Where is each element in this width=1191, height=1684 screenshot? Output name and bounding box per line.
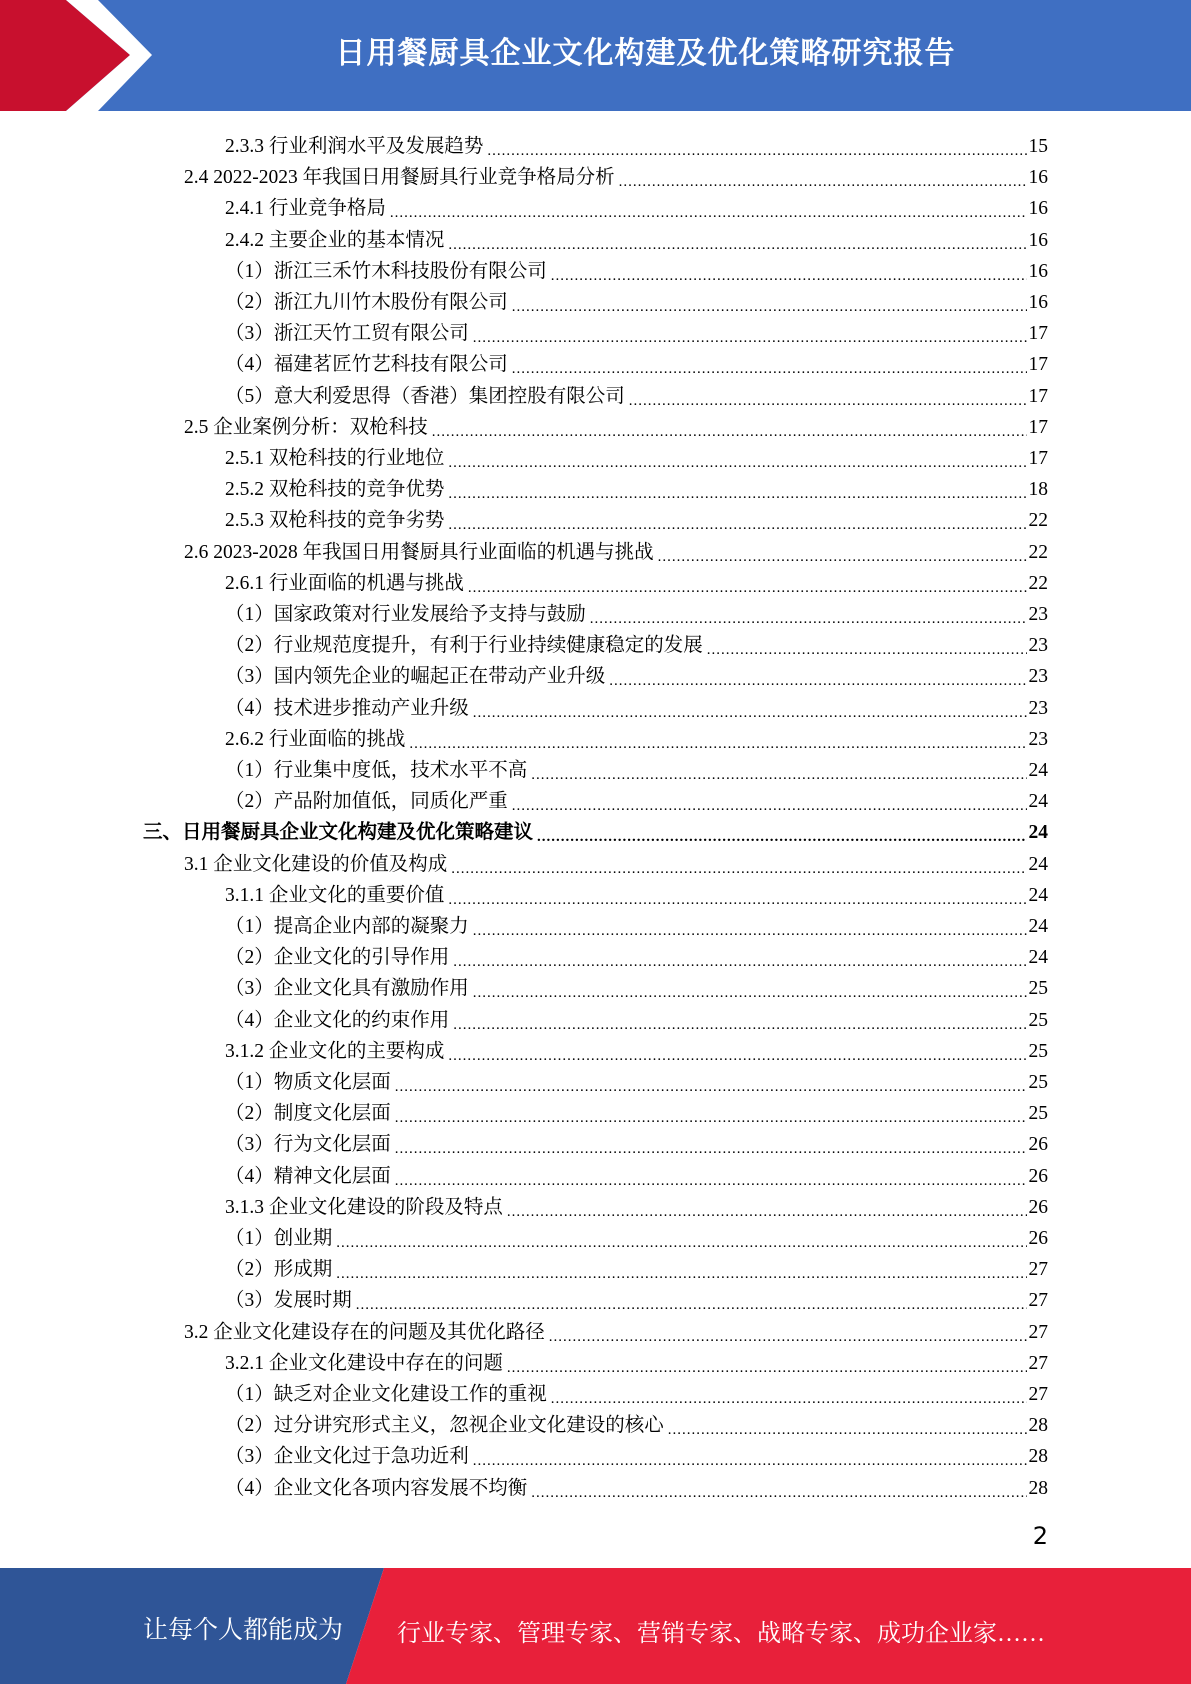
toc-leader-dots [468,575,1027,595]
toc-entry[interactable] [225,751,1048,782]
toc-entry-label: 2.5.1 双枪科技的行业地位 [225,448,445,469]
toc-leader-dots [453,949,1026,969]
toc-entry-page: 28 [1028,1446,1048,1468]
toc-entry-page: 28 [1028,1477,1048,1499]
toc-entry[interactable] [184,533,1048,564]
toc-entry-label: （4）精神文化层面 [225,1165,391,1187]
toc-entry[interactable] [225,127,1048,158]
toc-leader-dots [512,356,1027,376]
toc-entry-page: 23 [1028,635,1048,657]
toc-entry[interactable] [225,439,1048,470]
toc-entry[interactable] [184,408,1048,439]
toc-leader-dots [551,1386,1027,1406]
toc-entry[interactable] [225,1094,1048,1125]
page-number: 2 [1032,1522,1048,1550]
toc-entry[interactable] [184,845,1048,876]
toc-entry-page: 16 [1028,260,1048,282]
toc-entry-page: 25 [1028,978,1048,1000]
toc-leader-dots [629,388,1027,408]
toc-entry-page: 16 [1028,292,1048,313]
toc-entry[interactable] [225,782,1048,813]
toc-entry-page: 23 [1028,728,1048,750]
toc-entry-page: 25 [1028,1009,1048,1031]
toc-entry-label: 2.6.1 行业面临的机遇与挑战 [225,572,464,594]
toc-entry-page: 27 [1028,1352,1048,1374]
toc-leader-dots [473,1448,1027,1468]
toc-entry[interactable] [225,1188,1048,1219]
toc-entry-label: 3.2.1 企业文化建设中存在的问题 [225,1352,503,1374]
toc-entry[interactable] [225,470,1048,501]
toc-entry[interactable] [225,595,1048,626]
toc-leader-dots [432,419,1027,439]
toc-entry-label: 2.5 企业案例分析：双枪科技 [184,416,428,438]
toc-entry-label: 2.5.2 双枪科技的竞争优势 [225,479,445,501]
toc-entry-page: 17 [1028,354,1048,376]
toc-entry-page: 17 [1028,448,1048,469]
toc-leader-dots [473,700,1027,720]
toc-entry-label: （1）提高企业内部的凝聚力 [225,916,469,937]
toc-leader-dots [512,294,1027,314]
toc-entry-page: 25 [1028,1103,1048,1125]
toc-leader-dots [395,1105,1027,1125]
toc-entry[interactable] [225,314,1048,345]
toc-entry[interactable] [225,876,1048,907]
footer-slogan-right: 行业专家、管理专家、营销专家、战略专家、成功企业家…… [397,1621,1045,1647]
toc-entry-label: （3）国内领先企业的崛起正在带动产业升级 [225,666,606,688]
toc-leader-dots [609,668,1026,688]
toc-entry-label: （2）企业文化的引导作用 [225,947,450,969]
toc-entry-label: （1）国家政策对行业发展给予支持与鼓励 [225,604,586,625]
toc-entry-label: （3）企业文化具有激励作用 [225,978,469,1000]
toc-entry-label: （1）物质文化层面 [225,1072,391,1093]
toc-entry[interactable] [225,657,1048,688]
footer-slogan-left: 让每个人都能成为 [143,1617,344,1644]
toc-leader-dots [473,325,1027,345]
toc-entry-page: 17 [1028,416,1048,438]
toc-entry[interactable] [225,1281,1048,1312]
toc-entry-label: （3）发展时期 [225,1290,352,1312]
toc-entry-page: 24 [1028,916,1048,937]
toc-entry-page: 18 [1028,479,1048,501]
page-header [0,0,1191,111]
toc-entry-label: （3）浙江天竹工贸有限公司 [225,323,469,345]
toc-leader-dots [512,793,1027,813]
toc-leader-dots [448,512,1026,532]
toc-entry[interactable] [225,689,1048,720]
toc-entry-page: 16 [1028,198,1048,220]
toc-entry[interactable] [225,283,1048,314]
toc-entry-page: 24 [1028,947,1048,969]
toc-entry-page: 24 [1028,884,1048,906]
toc-entry-page: 23 [1028,604,1048,625]
toc-entry-label: 2.4 2022-2023 年我国日用餐厨具行业竞争格局分析 [184,167,615,189]
page-footer [0,1568,1191,1684]
toc-leader-dots [531,1480,1026,1500]
toc-entry-label: （4）技术进步推动产业升级 [225,697,469,719]
toc-entry[interactable] [225,1469,1048,1500]
toc-entry[interactable] [225,1437,1048,1468]
toc-leader-dots [448,481,1026,501]
toc-entry[interactable] [225,1032,1048,1063]
toc-entry-label: 三、日用餐厨具企业文化构建及优化策略建议 [143,822,534,844]
toc-leader-dots [473,980,1027,1000]
toc-entry-page: 24 [1028,822,1048,844]
toc-leader-dots [395,1074,1027,1094]
toc-entry-page: 26 [1028,1165,1048,1187]
toc-entry-page: 24 [1028,760,1048,781]
toc-entry-label: （2）过分讲究形式主义，忽视企业文化建设的核心 [225,1415,664,1437]
toc-entry[interactable] [225,564,1048,595]
toc-entry-page: 25 [1028,1072,1048,1093]
toc-entry[interactable] [184,158,1048,189]
toc-entry-page: 17 [1028,385,1048,407]
toc-entry-label: 2.6 2023-2028 年我国日用餐厨具行业面临的机遇与挑战 [184,541,654,563]
toc-leader-dots [537,824,1026,844]
toc-entry[interactable] [225,1219,1048,1250]
toc-entry[interactable] [225,1375,1048,1406]
toc-entry-page: 27 [1028,1321,1048,1343]
toc-leader-dots [507,1355,1027,1375]
toc-entry-page: 27 [1028,1259,1048,1281]
toc-entry-label: （1）创业期 [225,1228,333,1249]
toc-entry-label: （2）浙江九川竹木股份有限公司 [225,292,508,313]
toc-entry-page: 22 [1028,572,1048,594]
toc-leader-dots [451,856,1026,876]
toc-entry[interactable] [184,1313,1048,1344]
toc-entry-label: （4）企业文化的约束作用 [225,1009,450,1031]
toc-entry[interactable] [225,1344,1048,1375]
toc-entry-page: 22 [1028,541,1048,563]
toc-entry-page: 26 [1028,1196,1048,1218]
toc-entry[interactable] [225,1001,1048,1032]
toc-leader-dots [409,731,1026,751]
toc-entry-label: （2）形成期 [225,1259,333,1281]
toc-leader-dots [448,450,1026,470]
toc-entry-label: （3）企业文化过于急功近利 [225,1446,469,1468]
toc-entry-page: 16 [1028,167,1048,189]
toc-entry-page: 26 [1028,1134,1048,1156]
toc-entry[interactable] [225,1063,1048,1094]
toc-leader-dots [619,169,1027,189]
toc-entry-page: 17 [1028,323,1048,345]
toc-entry-page: 24 [1028,853,1048,875]
toc-entry[interactable] [225,501,1048,532]
toc-entry-page: 23 [1028,697,1048,719]
toc-entry-label: （5）意大利爱思得（香港）集团控股有限公司 [225,385,625,407]
toc-leader-dots [448,1043,1026,1063]
toc-entry[interactable] [225,377,1048,408]
toc-entry[interactable] [225,720,1048,751]
toc-entry-label: （1）浙江三禾竹木科技股份有限公司 [225,260,547,282]
toc-entry-page: 23 [1028,666,1048,688]
toc-leader-dots [390,200,1027,220]
toc-entry[interactable] [225,1406,1048,1437]
toc-leader-dots [453,1012,1026,1032]
toc-entry-label: （2）行业规范度提升，有利于行业持续健康稳定的发展 [225,635,703,657]
toc-entry[interactable] [225,626,1048,657]
toc-entry-label: 3.1.3 企业文化建设的阶段及特点 [225,1196,503,1218]
toc-entry[interactable] [225,1157,1048,1188]
toc-leader-dots [551,263,1027,283]
toc-leader-dots [395,1168,1027,1188]
toc-entry-page: 15 [1028,136,1048,157]
toc-entry-label: （1）行业集中度低，技术水平不高 [225,760,528,781]
toc-leader-dots [590,606,1027,626]
toc-entry-label: （3）行为文化层面 [225,1134,391,1156]
toc-entry-label: （2）制度文化层面 [225,1103,391,1125]
toc-entry[interactable] [225,189,1048,220]
report-title: 日用餐厨具企业文化构建及优化策略研究报告 [335,36,956,71]
toc-leader-dots [707,637,1027,657]
toc-entry-label: 3.2 企业文化建设存在的问题及其优化路径 [184,1321,545,1343]
toc-entry-label: 3.1 企业文化建设的价值及构成 [184,853,448,875]
toc-leader-dots [356,1292,1027,1312]
toc-leader-dots [487,138,1026,158]
toc-entry[interactable] [225,1125,1048,1156]
toc-entry[interactable] [225,221,1048,252]
toc-entry-label: 2.4.2 主要企业的基本情况 [225,229,445,251]
toc-entry-label: （4）企业文化各项内容发展不均衡 [225,1477,528,1499]
toc-entry-page: 27 [1028,1384,1048,1405]
toc-entry-label: 3.1.2 企业文化的主要构成 [225,1040,445,1062]
toc-leader-dots [336,1261,1026,1281]
toc-entry[interactable] [225,907,1048,938]
toc-entry-page: 26 [1028,1228,1048,1249]
toc-leader-dots [395,1136,1027,1156]
toc-leader-dots [473,918,1027,938]
toc-entry[interactable] [225,1250,1048,1281]
toc-leader-dots [549,1324,1027,1344]
toc-leader-dots [531,762,1026,782]
toc-entry-page: 22 [1028,510,1048,532]
toc-entry[interactable] [225,938,1048,969]
toc-entry[interactable] [225,252,1048,283]
toc-leader-dots [448,232,1026,252]
toc-leader-dots [336,1230,1026,1250]
toc-entry-label: （4）福建茗匠竹艺科技有限公司 [225,354,508,376]
toc-entry[interactable] [225,345,1048,376]
toc-entry[interactable] [143,813,1048,844]
toc-entry-label: 2.6.2 行业面临的挑战 [225,728,406,750]
toc-leader-dots [507,1199,1027,1219]
toc-entry-page: 27 [1028,1290,1048,1312]
toc-entry-page: 28 [1028,1415,1048,1437]
toc-entry-label: 3.1.1 企业文化的重要价值 [225,884,445,906]
toc-entry-label: 2.5.3 双枪科技的竞争劣势 [225,510,445,532]
toc-entry-page: 24 [1028,791,1048,813]
toc-entry[interactable] [225,969,1048,1000]
toc-entry-page: 25 [1028,1040,1048,1062]
toc-entry-page: 16 [1028,229,1048,251]
toc-leader-dots [658,544,1027,564]
toc-entry-label: 2.4.1 行业竞争格局 [225,198,386,220]
toc-entry-label: 2.3.3 行业利润水平及发展趋势 [225,136,484,157]
toc-leader-dots [668,1417,1027,1437]
toc-leader-dots [448,887,1026,907]
toc-entry-label: （2）产品附加值低，同质化严重 [225,791,508,813]
toc-entry-label: （1）缺乏对企业文化建设工作的重视 [225,1384,547,1405]
